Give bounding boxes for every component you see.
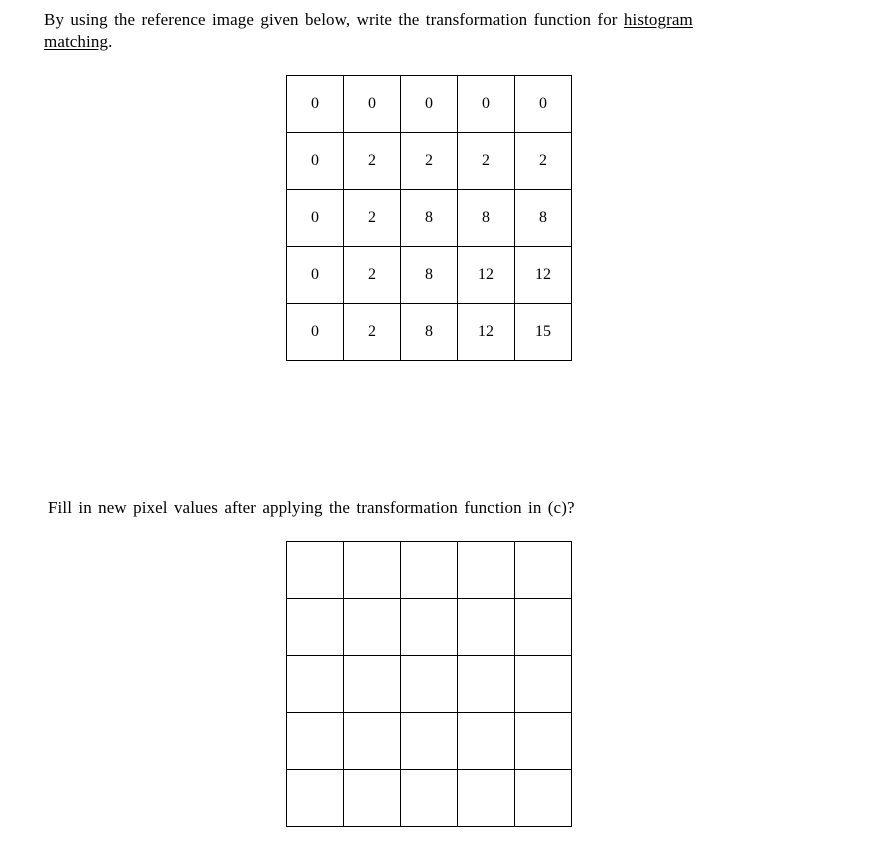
answer-cell[interactable] [458,713,515,770]
answer-cell[interactable] [344,599,401,656]
pixel-value-cell-row [287,304,572,361]
answer-cell[interactable] [515,770,572,827]
answer-cell[interactable] [515,599,572,656]
question1-period: . [108,32,113,51]
pixel-value-cell-row [287,133,572,190]
question1-text: By using the reference image given below, write the transformation function for [44,10,624,29]
answer-cell-row [287,770,572,827]
answer-cell[interactable] [287,656,344,713]
pixel-value-cell-row [287,76,572,133]
answer-cell[interactable] [458,770,515,827]
pixel-value-cell: 0 [287,76,344,133]
pixel-value-cell: 12 [515,247,572,304]
answer-cell[interactable] [344,713,401,770]
answer-cell[interactable] [458,542,515,599]
pixel-value-cell: 8 [401,190,458,247]
pixel-value-cell: 12 [458,247,515,304]
answer-cell[interactable] [344,770,401,827]
answer-cell-row [287,542,572,599]
pixel-value-cell: 0 [515,76,572,133]
answer-cell[interactable] [287,770,344,827]
pixel-value-cell: 2 [401,133,458,190]
underlined-term-histogram: histogram [623,10,693,29]
answer-cell[interactable] [401,656,458,713]
answer-cell[interactable] [344,542,401,599]
pixel-value-cell: 0 [287,133,344,190]
answer-cell[interactable] [287,713,344,770]
answer-cell[interactable] [515,542,572,599]
pixel-value-cell: 0 [458,76,515,133]
answer-cell[interactable] [401,542,458,599]
pixel-value-cell: 15 [515,304,572,361]
pixel-value-cell: 2 [344,304,401,361]
pixel-value-cell: 0 [344,76,401,133]
pixel-value-cell: 0 [287,247,344,304]
pixel-value-cell: 0 [287,304,344,361]
pixel-value-cell: 2 [515,133,572,190]
answer-cell[interactable] [401,599,458,656]
answer-cell-row [287,713,572,770]
pixel-value-cell: 12 [458,304,515,361]
answer-cell[interactable] [401,770,458,827]
answer-cell[interactable] [458,599,515,656]
pixel-value-cell: 8 [458,190,515,247]
answer-cell[interactable] [287,542,344,599]
pixel-value-cell: 2 [458,133,515,190]
answer-cell-row [287,599,572,656]
pixel-value-cell: 2 [344,133,401,190]
question-fill-pixel-values: Fill in new pixel values after applying the transformation function in (c)? [48,498,575,517]
pixel-value-cell-row [287,190,572,247]
answer-cell[interactable] [344,656,401,713]
answer-cell[interactable] [401,713,458,770]
pixel-value-cell: 8 [401,247,458,304]
answer-cell[interactable] [458,656,515,713]
answer-cell-row [287,656,572,713]
answer-cell[interactable] [287,599,344,656]
pixel-value-cell: 8 [401,304,458,361]
pixel-value-cell: 2 [344,247,401,304]
answer-cell[interactable] [515,656,572,713]
pixel-value-cell: 2 [344,190,401,247]
underlined-term-matching: matching [44,32,109,51]
answer-grid [286,541,572,827]
pixel-value-cell: 8 [515,190,572,247]
pixel-value-cell: 0 [287,190,344,247]
answer-cell[interactable] [515,713,572,770]
question-histogram-matching [44,9,764,53]
pixel-value-cell: 0 [401,76,458,133]
pixel-value-cell-row [287,247,572,304]
reference-image-grid [286,75,572,361]
